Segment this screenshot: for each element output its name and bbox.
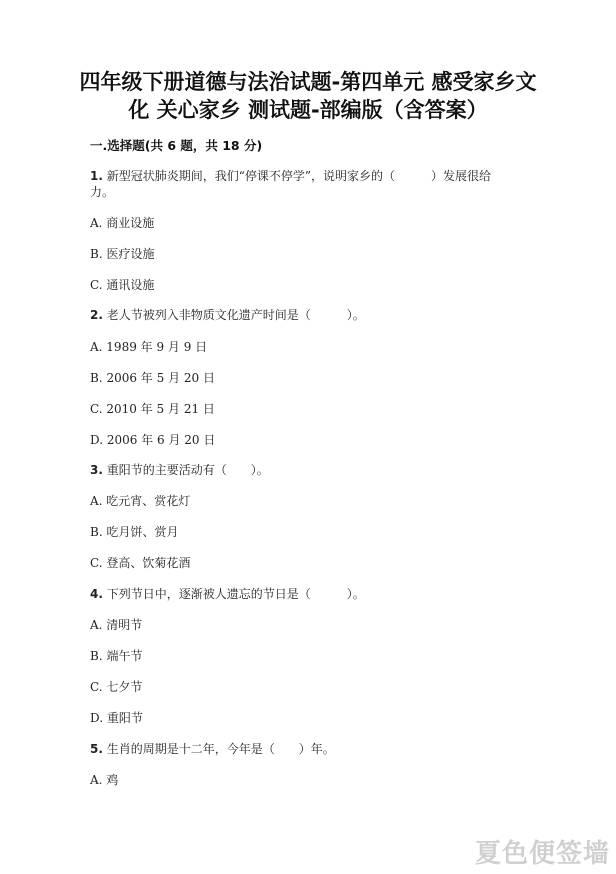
question-1 (90, 168, 491, 184)
question-4-option-d: D. 重阳节 (90, 711, 143, 725)
section-heading: 一.选择题(共 6 题，共 18 分) (90, 138, 263, 153)
question-number: 2. (90, 308, 103, 322)
question-2 (90, 307, 365, 323)
question-3-option-c: C. 登高、饮菊花酒 (90, 556, 191, 570)
question-text: 下列节日中，逐渐被人遗忘的节日是（ ）。 (106, 587, 365, 601)
question-4 (90, 586, 365, 602)
question-1-option-c: C. 通讯设施 (90, 278, 155, 292)
question-5-option-a: A. 鸡 (90, 773, 119, 787)
page-title-line-2: 化 关心家乡 测试题-部编版（含答案） (128, 98, 488, 122)
question-3 (90, 462, 269, 478)
question-5 (90, 741, 335, 757)
question-1-text-continued: 力。 (90, 185, 115, 199)
question-number: 3. (90, 463, 103, 477)
question-4-option-c: C. 七夕节 (90, 680, 143, 694)
question-3-option-a: A. 吃元宵、赏花灯 (90, 494, 191, 508)
question-text: 新型冠状肺炎期间，我们“停课不停学”，说明家乡的（ ）发展很给 (106, 169, 492, 183)
question-number: 4. (90, 587, 103, 601)
question-number: 1. (90, 169, 103, 183)
question-2-option-c: C. 2010 年 5 月 21 日 (90, 402, 215, 416)
question-2-option-a: A. 1989 年 9 月 9 日 (90, 340, 208, 354)
question-text: 老人节被列入非物质文化遗产时间是（ ）。 (106, 308, 365, 322)
question-4-option-a: A. 清明节 (90, 618, 143, 632)
question-1-option-b: B. 医疗设施 (90, 247, 155, 261)
question-text: 重阳节的主要活动有（ ）。 (106, 463, 269, 477)
question-text: 生肖的周期是十二年，今年是（ ）年。 (106, 742, 335, 756)
question-4-option-b: B. 端午节 (90, 649, 143, 663)
page-title-line-1: 四年级下册道德与法治试题-第四单元 感受家乡文 (79, 70, 537, 94)
question-1-option-a: A. 商业设施 (90, 216, 155, 230)
question-number: 5. (90, 742, 103, 756)
question-3-option-b: B. 吃月饼、赏月 (90, 525, 179, 539)
question-2-option-d: D. 2006 年 6 月 20 日 (90, 433, 216, 447)
watermark: 夏色便签墙 (474, 839, 610, 869)
question-2-option-b: B. 2006 年 5 月 20 日 (90, 371, 215, 385)
